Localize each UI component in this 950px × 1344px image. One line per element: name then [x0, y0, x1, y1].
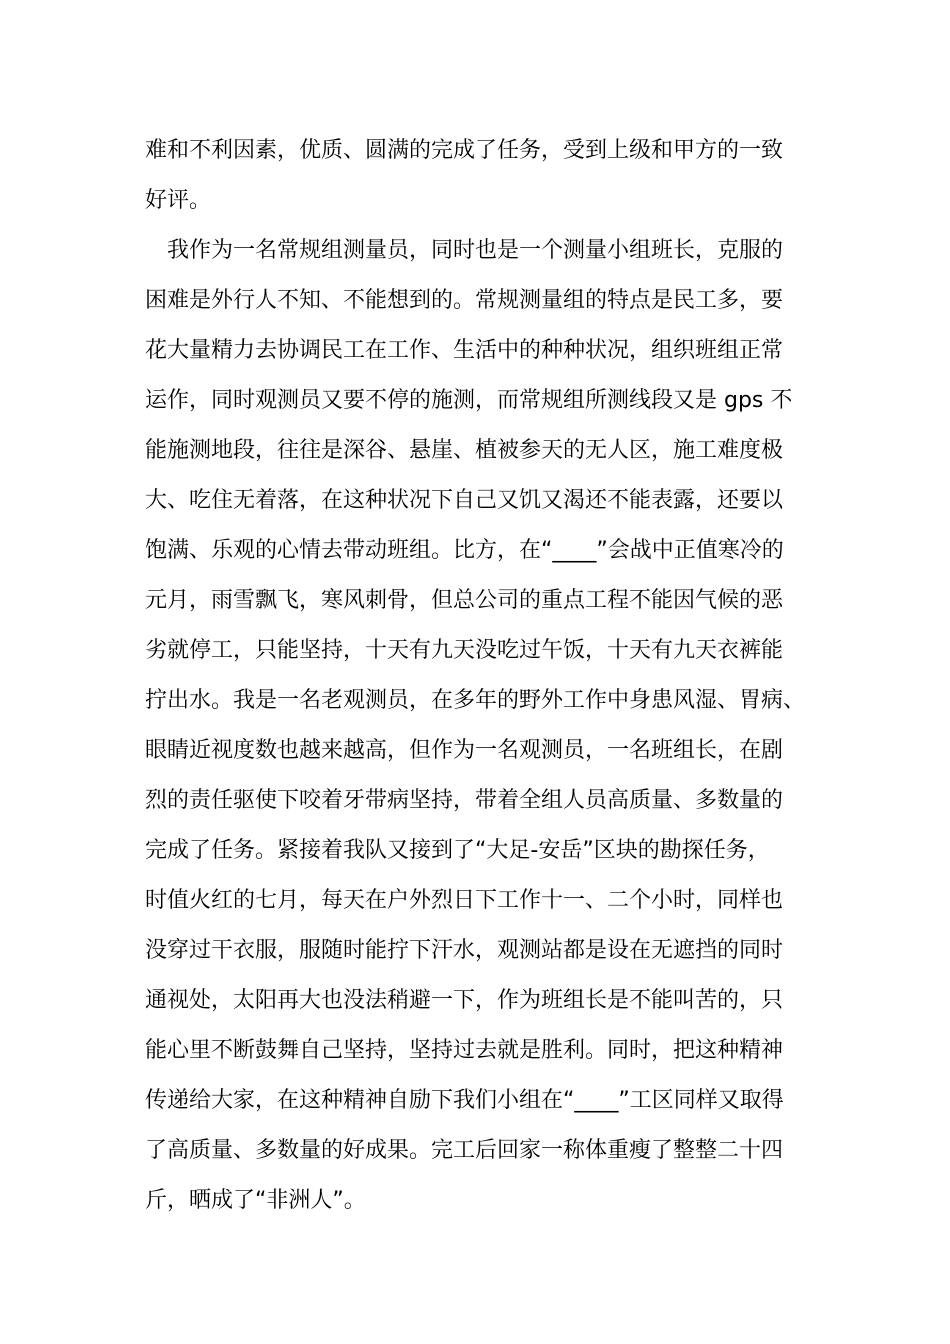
- text-line: 通视处，太阳再大也没法稍避一下，作为班组长是不能叫苦的，只: [145, 988, 784, 1013]
- text-line: 元月，雨雪飘飞，寒风刺骨，但总公司的重点工程不能因气候的恶: [145, 588, 784, 613]
- text-line: 斤，晒成了“非洲人”。: [145, 1188, 366, 1213]
- text-line: 好评。: [145, 188, 212, 213]
- text-line: 烈的责任驱使下咬着牙带病坚持，带着全组人员高质量、多数量的: [145, 788, 784, 813]
- text-line: 难和不利因素，优质、圆满的完成了任务，受到上级和甲方的一致: [145, 138, 784, 163]
- text-line: 大、吃住无着落，在这种状况下自己又饥又渴还不能表露，还要以: [145, 488, 784, 513]
- text-line: 能施测地段，往往是深谷、悬崖、植被参天的无人区，施工难度极: [145, 438, 784, 463]
- text-line: 能心里不断鼓舞自己坚持，坚持过去就是胜利。同时，把这种精神: [145, 1038, 784, 1063]
- text-line: 饱满、乐观的心情去带动班组。比方，在“____”会战中正值寒冷的: [145, 538, 784, 563]
- text-line: 拧出水。我是一名老观测员，在多年的野外工作中身患风湿、胃病、: [145, 688, 806, 713]
- text-line: 传递给大家，在这种精神自励下我们小组在“____”工区同样又取得: [145, 1088, 784, 1113]
- text-line: 完成了任务。紧接着我队又接到了“大足-安岳”区块的勘探任务，: [145, 838, 770, 863]
- paragraph-start-line: 我作为一名常规组测量员，同时也是一个测量小组班长，克服的: [167, 238, 784, 263]
- text-line: 困难是外行人不知、不能想到的。常规测量组的特点是民工多，要: [145, 288, 784, 313]
- text-line: 眼睛近视度数也越来越高，但作为一名观测员，一名班组长，在剧: [145, 738, 784, 763]
- text-line: 没穿过干衣服，服随时能拧下汗水，观测站都是设在无遮挡的同时: [145, 938, 784, 963]
- text-line: 劣就停工，只能坚持，十天有九天没吃过午饭，十天有九天衣裤能: [145, 638, 784, 663]
- text-line: 运作，同时观测员又要不停的施测，而常规组所测线段又是 gps 不: [145, 388, 793, 413]
- text-line: 花大量精力去协调民工在工作、生活中的种种状况，组织班组正常: [145, 338, 784, 363]
- text-line: 了高质量、多数量的好成果。完工后回家一称体重瘦了整整二十四: [145, 1138, 784, 1163]
- text-line: 时值火红的七月，每天在户外烈日下工作十一、二个小时，同样也: [145, 888, 784, 913]
